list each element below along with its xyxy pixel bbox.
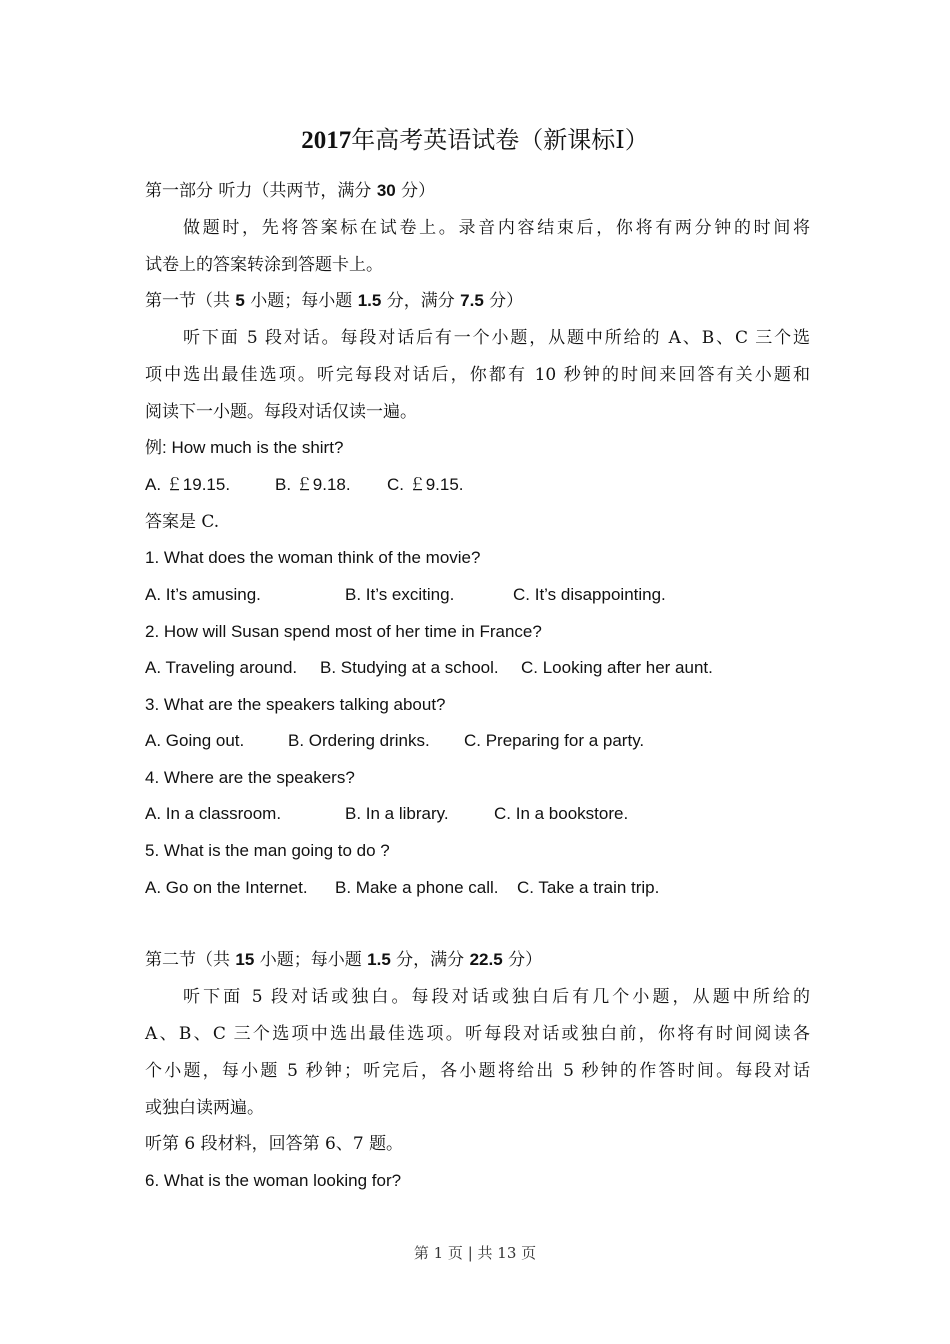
option-a: A. Go on the Internet. (145, 878, 308, 897)
part1-heading: 第一部分 听力（共两节，满分 30 分） (145, 181, 436, 201)
section1-instruction-line3: 阅读下一小题。每段对话仅读一遍。 (145, 402, 417, 422)
section2-heading: 第二节（共 15 小题；每小题 1.5 分，满分 22.5 分） (145, 950, 543, 970)
example-question: 例: How much is the shirt? (145, 438, 344, 458)
question-2: 2. How will Susan spend most of her time in France? (145, 622, 542, 641)
option-b: B. In a library. (345, 804, 449, 823)
question-2-options (145, 656, 810, 680)
option-c: C. It’s disappointing. (513, 585, 666, 604)
option-a: A. It’s amusing. (145, 585, 261, 604)
section2-instruction-line2: A、B、C 三个选项中选出最佳选项。听每段对话或独白前，你将有时间阅读各 (145, 1024, 810, 1044)
section2-instruction-line3: 个小题，每小题 5 秒钟；听完后，各小题将给出 5 秒钟的作答时间。每段对话 (145, 1061, 810, 1081)
title-text: 年高考英语试卷（新课标Ⅰ） (351, 126, 649, 154)
section1-heading: 第一节（共 5 小题；每小题 1.5 分，满分 7.5 分） (145, 291, 524, 311)
page-footer: 第 1 页 | 共 13 页 (413, 1244, 537, 1262)
part1-instruction-line1: 做题时，先将答案标在试卷上。录音内容结束后，你将有两分钟的时间将 (183, 218, 810, 238)
option-b: B. Ordering drinks. (288, 731, 430, 750)
option-c: C. Preparing for a party. (464, 731, 645, 750)
question-3-options (145, 729, 810, 753)
title-year: 2017 (301, 127, 352, 154)
example-options (145, 473, 810, 497)
question-5: 5. What is the man going to do ? (145, 841, 390, 860)
section2-instruction-line4: 或独白读两遍。 (145, 1098, 264, 1118)
material-note: 听第 6 段材料，回答第 6、7 题。 (145, 1134, 404, 1154)
question-6: 6. What is the woman looking for? (145, 1171, 402, 1190)
question-1: 1. What does the woman think of the movie? (145, 548, 481, 567)
question-4-options (145, 802, 810, 826)
section2-instruction-line1: 听下面 5 段对话或独白。每段对话或独白后有几个小题，从题中所给的 (183, 987, 810, 1007)
option-a: A. Traveling around. (145, 658, 298, 677)
example-answer: 答案是 C. (145, 512, 220, 532)
option-b: B. Make a phone call. (335, 878, 499, 897)
question-5-options (145, 876, 810, 900)
example-option-c: C. ￡9.15. (387, 475, 464, 494)
part1-instruction-line2: 试卷上的答案转涂到答题卡上。 (145, 255, 383, 275)
option-c: C. In a bookstore. (494, 804, 629, 823)
question-3: 3. What are the speakers talking about? (145, 695, 446, 714)
example-option-a: A. ￡19.15. (145, 475, 231, 494)
option-b: B. It’s exciting. (345, 585, 455, 604)
example-option-b: B. ￡9.18. (275, 475, 351, 494)
question-1-options (145, 583, 810, 607)
option-a: A. In a classroom. (145, 804, 282, 823)
option-a: A. Going out. (145, 731, 245, 750)
page-title (0, 122, 950, 159)
section1-instruction-line1: 听下面 5 段对话。每段对话后有一个小题，从题中所给的 A、B、C 三个选 (183, 328, 810, 348)
question-4: 4. Where are the speakers? (145, 768, 355, 787)
option-b: B. Studying at a school. (320, 658, 499, 677)
option-c: C. Looking after her aunt. (521, 658, 713, 677)
section1-instruction-line2: 项中选出最佳选项。听完每段对话后，你都有 10 秒钟的时间来回答有关小题和 (145, 365, 810, 385)
option-c: C. Take a train trip. (517, 878, 660, 897)
